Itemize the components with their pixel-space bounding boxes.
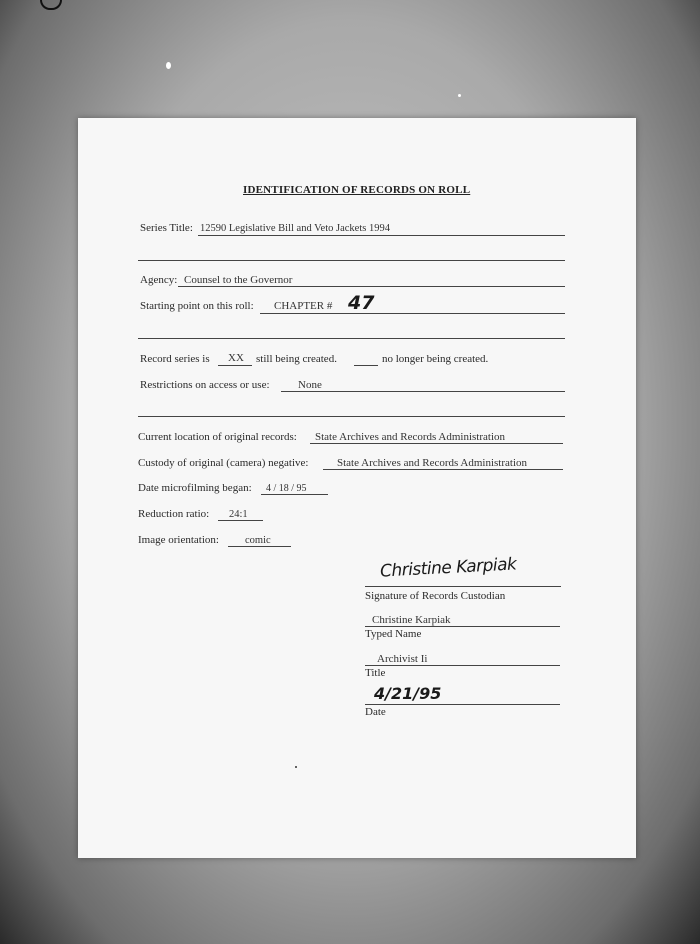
restrictions-line-2 (138, 416, 565, 417)
series-title-line (198, 235, 565, 236)
signature-label: Signature of Records Custodian (365, 590, 506, 602)
current-location-label: Current location of original records: (138, 431, 297, 443)
orientation-value: comic (245, 535, 271, 546)
agency-line (178, 286, 565, 287)
title-line (365, 665, 560, 666)
record-series-no-longer-line (354, 365, 378, 366)
starting-point-line (260, 313, 565, 314)
starting-point-value: CHAPTER # (274, 300, 333, 312)
typed-name-line (365, 626, 560, 627)
reduction-value: 24:1 (229, 509, 248, 520)
current-location-value: State Archives and Records Administration (315, 431, 506, 443)
orientation-label: Image orientation: (138, 534, 219, 546)
date-line (365, 704, 560, 705)
orientation-line (228, 546, 291, 547)
dust-speck (458, 94, 461, 97)
title-value: Archivist Ii (377, 653, 428, 665)
restrictions-label: Restrictions on access or use: (140, 379, 270, 391)
record-series-label: Record series is (140, 353, 210, 365)
date-began-value: 4 / 18 / 95 (266, 483, 307, 494)
signature-line (365, 586, 561, 587)
reduction-line (218, 520, 263, 521)
no-longer-label: no longer being created. (382, 353, 489, 365)
date-began-label: Date microfilming began: (138, 482, 252, 494)
record-series-mark: XX (228, 352, 244, 364)
custody-line (323, 469, 563, 470)
date-began-line (261, 494, 328, 495)
still-created-label: still being created. (256, 353, 337, 365)
custodian-signature: Christine Karpiak (379, 554, 517, 582)
starting-point-label: Starting point on this roll: (140, 300, 254, 312)
record-series-still-line (218, 365, 252, 366)
series-title-value: 12590 Legislative Bill and Veto Jackets 1994 (200, 223, 390, 234)
series-title-label: Series Title: (140, 222, 193, 234)
date-handwritten: 4/21/95 (374, 684, 442, 703)
current-location-line (310, 443, 563, 444)
starting-point-handwritten: 47 (348, 292, 375, 314)
agency-label: Agency: (140, 274, 178, 286)
title-label: Title (365, 667, 386, 679)
typed-name-label: Typed Name (365, 628, 422, 640)
form-title: IDENTIFICATION OF RECORDS ON ROLL (243, 184, 471, 196)
restrictions-value: None (298, 379, 322, 391)
agency-value: Counsel to the Governor (184, 274, 293, 286)
starting-point-line-2 (138, 338, 565, 339)
date-label: Date (365, 706, 386, 718)
dust-speck (166, 62, 171, 69)
typed-name-value: Christine Karpiak (372, 614, 451, 626)
reduction-label: Reduction ratio: (138, 508, 210, 520)
restrictions-line (281, 391, 565, 392)
custody-label: Custody of original (camera) negative: (138, 457, 309, 469)
custody-value: State Archives and Records Administration (337, 457, 528, 469)
paper-speck (295, 766, 297, 768)
series-title-line-2 (138, 260, 565, 261)
form-sheet (78, 118, 636, 858)
scan-corner-mark (40, 0, 62, 10)
